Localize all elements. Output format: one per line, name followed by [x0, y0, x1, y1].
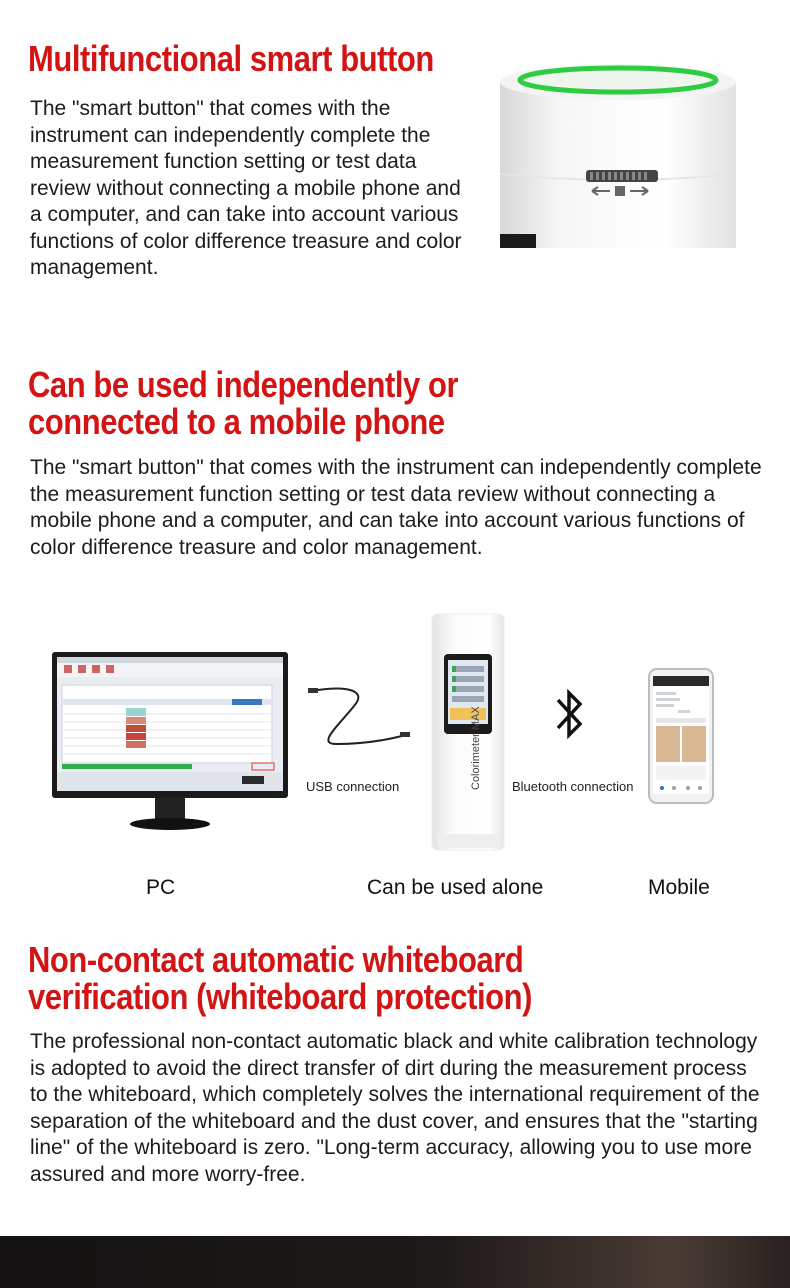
section1-body: The "smart button" that comes with the instrument can independently complete the measurement function setting or test data review without connecting a mobile phone and a computer, and can take into account various functions of color difference treasure and color management. — [30, 97, 462, 279]
section3-title-line1: Non-contact automatic whiteboard — [28, 939, 524, 980]
bluetooth-connection-label: Bluetooth connection — [512, 779, 634, 794]
usb-cable-icon — [306, 680, 412, 750]
section2-title-line1: Can be used independently or — [28, 364, 459, 405]
device-model-label: Colorimeter MAX — [470, 706, 482, 790]
section1-title: Multifunctional smart button — [28, 38, 434, 79]
pc-monitor-image — [52, 652, 288, 832]
bluetooth-icon — [550, 684, 590, 744]
section2-title-line2: connected to a mobile phone — [28, 401, 445, 442]
alone-caption: Can be used alone — [367, 876, 544, 899]
section3-body: The professional non-contact automatic black and white calibration technology is adopted to avoid the direct transfer of dirt during the measurement process to the whiteboard, which completely solves the international requirement of the separation of the whiteboard and the dust cover, and ensures that the "starting line" of the whiteboard is zero. "Long-term accuracy, allowing you to use more assured and more worry-free. — [30, 1030, 760, 1186]
mobile-caption: Mobile — [648, 876, 710, 899]
pc-caption: PC — [146, 876, 176, 899]
footer-band — [0, 1236, 790, 1288]
smart-button-device-image — [500, 62, 736, 248]
usb-connection-label: USB connection — [306, 779, 400, 794]
section2-body: The "smart button" that comes with the instrument can independently complete the measurement function setting or test data review without connecting a mobile phone and a computer, and can take into account various functions of color difference treasure and color management. — [30, 456, 762, 559]
section3-title-line2: verification (whiteboard protection) — [28, 976, 533, 1017]
mobile-phone-image — [648, 668, 714, 804]
